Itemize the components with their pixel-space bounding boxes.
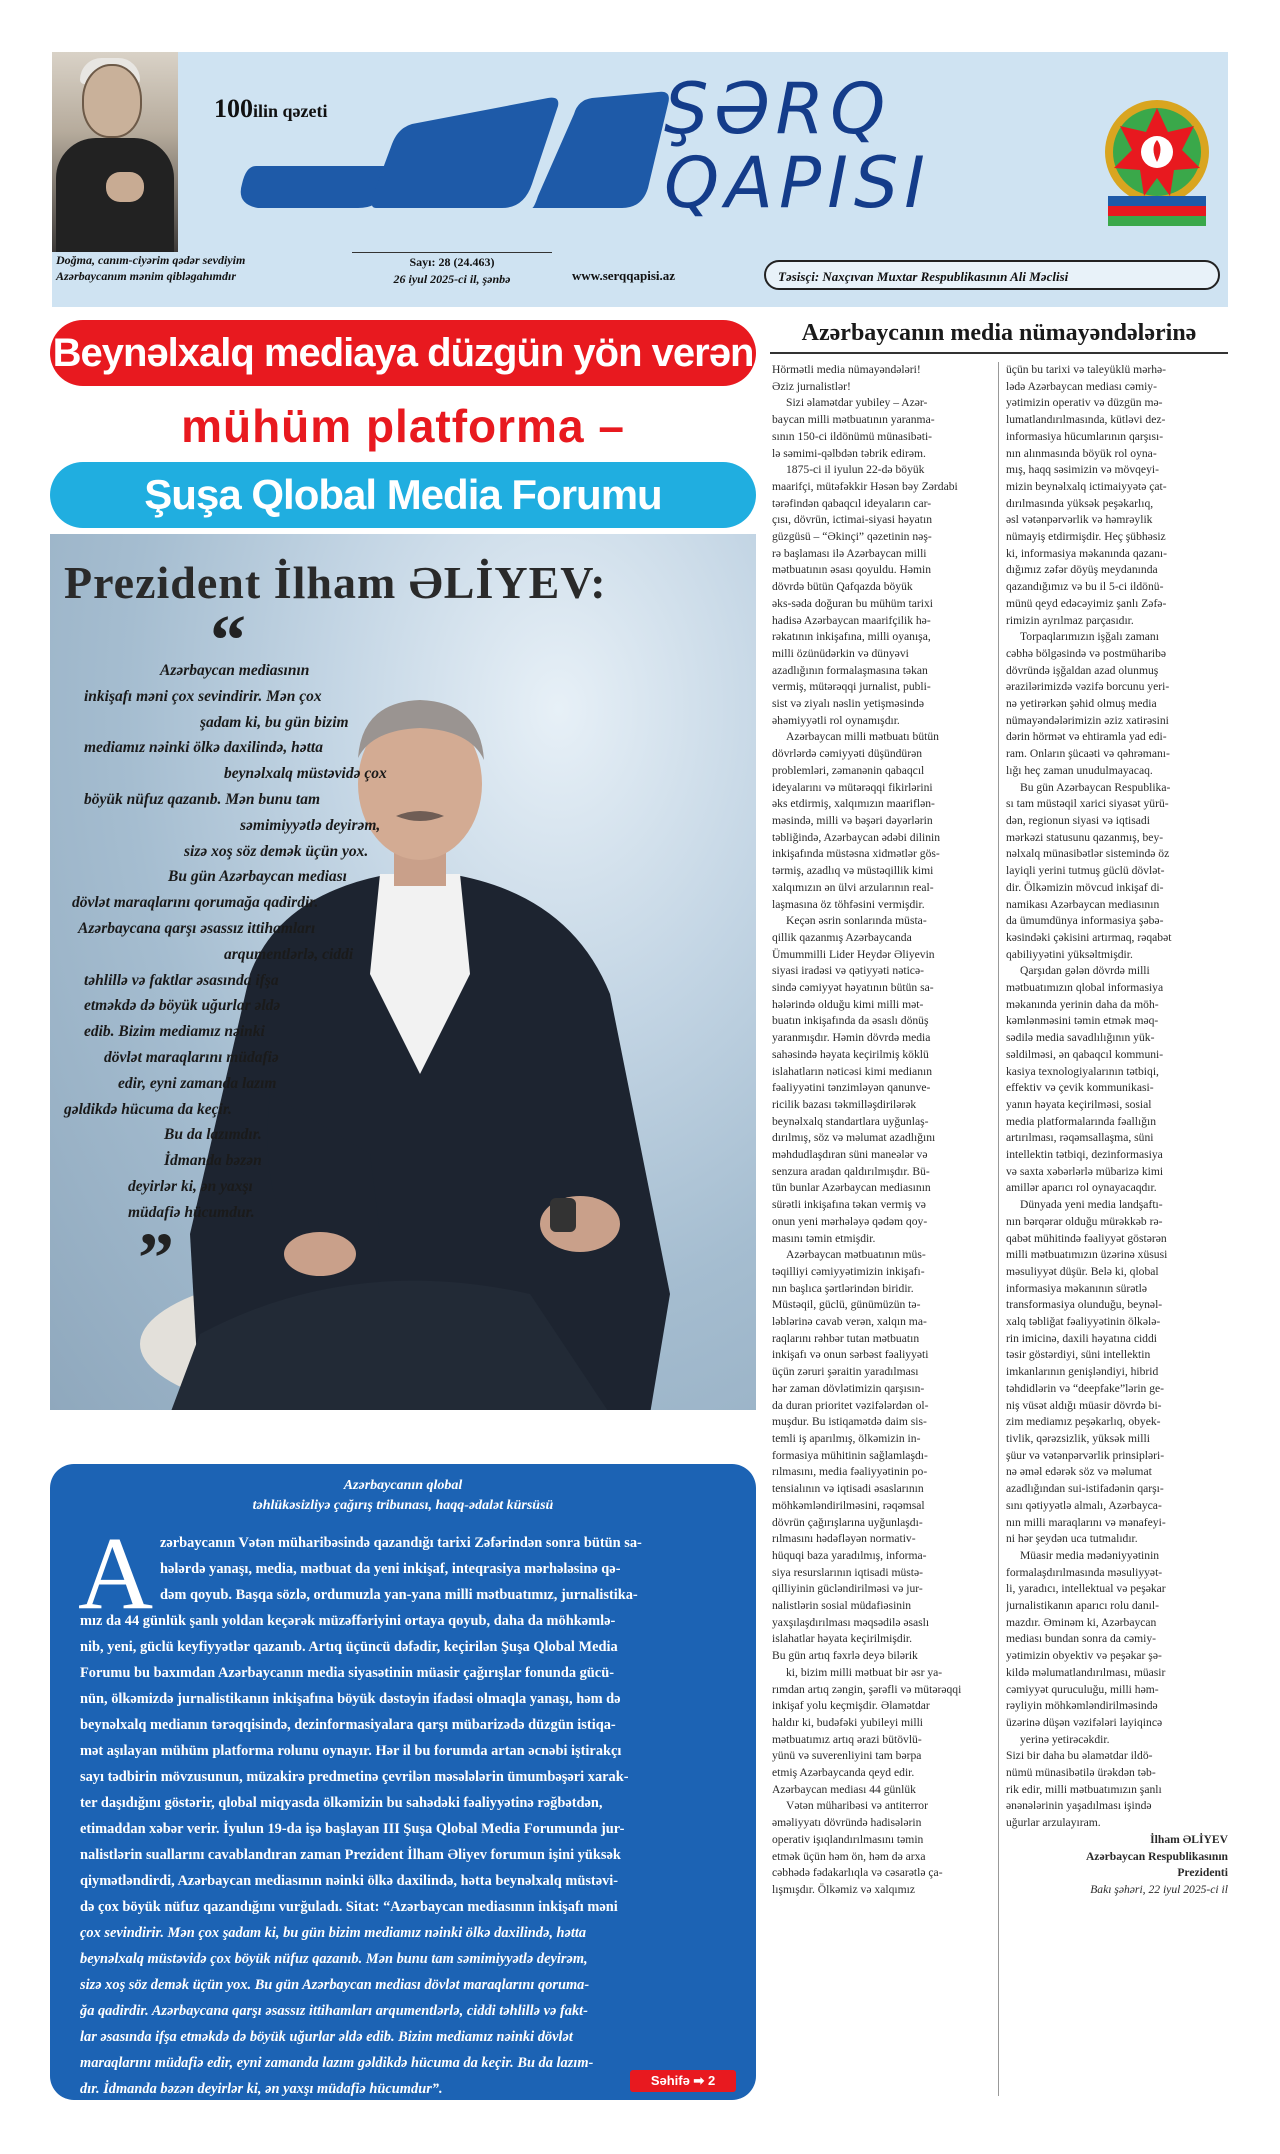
column-line: maarifçi, mütəfəkkir Həsən bəy Zərdabi bbox=[772, 479, 958, 493]
article-line: qiymətləndirdi, Azərbaycan mediasının nəinki ölkə daxilində, hətta beynəlxalq müstəvi- bbox=[80, 1873, 619, 1889]
column-line: haldır ki, budəfəki yubileyi milli bbox=[772, 1715, 924, 1729]
column-line: effektiv və çevik kommunikasi- bbox=[1006, 1081, 1154, 1095]
article-line: beynəlxalq müstəvidə çox böyük nüfuz qazanıb. Mən bunu tam səmimiyyətlə deyirəm, bbox=[80, 1951, 588, 1967]
column-line: onun yeni mərhələyə qədəm qoy- bbox=[772, 1214, 928, 1228]
column-line: sı tam müstəqil xarici siyasət yürü- bbox=[1006, 797, 1169, 811]
column-line: sının 150-ci ildönümü münasibəti- bbox=[772, 429, 933, 443]
column-line: təsir göstərdiyi, süni intellektin bbox=[1006, 1348, 1151, 1362]
column-line: inkişafında müstəsna xidmətlər gös- bbox=[772, 847, 940, 861]
column-line: Azərbaycan mətbuatının müs- bbox=[786, 1248, 926, 1262]
column-line: azadlığının formalaşmasına təkan bbox=[772, 663, 928, 677]
column-line: lumatlandırılmasında, kütləvi dez- bbox=[1006, 413, 1166, 427]
column-line: siyasi iradəsi və qətiyyəti nəticə- bbox=[772, 964, 924, 978]
article-line: zərbaycanın Vətən müharibəsində qazandığı tarixi Zəfərindən sonra bütün sa- bbox=[160, 1535, 642, 1551]
column-line: nə əməl edərək söz və məlumat bbox=[1006, 1465, 1152, 1479]
article-line: dəm qoyub. Başqa sözlə, ordumuzla yan-yana milli mətbuatımız, jurnalistika- bbox=[160, 1587, 638, 1603]
quote-line: müdafiə hücumdur. bbox=[128, 1203, 255, 1221]
photo-title: Prezident İlham ƏLİYEV: bbox=[64, 557, 607, 608]
column-line: cəbhə bölgəsində və postmüharibə bbox=[1006, 646, 1167, 660]
column-line: transformasiya olunduğu, beynəl- bbox=[1006, 1298, 1163, 1312]
column-line: yətimizin operativ və düzgün mə- bbox=[1006, 396, 1163, 410]
continued-page-link[interactable]: Səhifə ➡ 2 bbox=[630, 2070, 736, 2092]
column-line: namikası Azərbaycan mediasının bbox=[1006, 897, 1160, 911]
column-line: Bu gün Azərbaycan Respublika- bbox=[1020, 780, 1171, 794]
column-line: güzgüsü – “Əkinçi” qəzetinin nəş- bbox=[772, 530, 932, 544]
column-line: ləblərinə cavab verən, xalqın ma- bbox=[772, 1315, 927, 1329]
column-line: rimizin ayrılmaz parçasıdır. bbox=[1006, 613, 1134, 627]
column-line: tərmiş, azadlıq və müstəqillik kimi bbox=[772, 864, 934, 878]
column-line: qilliyinin gücləndirilməsi və jur- bbox=[772, 1582, 923, 1596]
column-line: cəmiyyət quruculuğu, milli həm- bbox=[1006, 1682, 1159, 1696]
column-line: nalistlərin sosial müdafiəsinin bbox=[772, 1599, 912, 1613]
lead-article-kicker bbox=[50, 1476, 756, 1516]
column-line: uğurlar arzulayıram. bbox=[1006, 1816, 1101, 1830]
column-line: Azərbaycan mediası 44 günlük bbox=[772, 1782, 916, 1796]
article-line: ğa qadirdir. Azərbaycana qarşı əsassız ittihamları arqumentlərlə, ciddi təhlillə və fakt- bbox=[80, 2003, 588, 2019]
article-line: sizə xoş söz demək üçün yox. Bu gün Azərbaycan mediası dövlət maraqlarını qoruma- bbox=[80, 1977, 590, 1993]
column-line: hadisə Azərbaycan maarifçilik hə- bbox=[772, 613, 931, 627]
column-line: rə başlaması ilə Azərbaycan milli bbox=[772, 546, 927, 560]
article-line: nalistlərin suallarını cavablandıran zaman Prezident İlham Əliyev forumun işini yüksək bbox=[80, 1847, 621, 1863]
column-line: ideyalarını və mütərəqqi fikirlərini bbox=[772, 780, 933, 794]
article-line: dır. İdmanda bəzən deyirlər ki, ən yaxşı müdafiə hücumdur”. bbox=[80, 2081, 443, 2097]
quote-close-icon: ” bbox=[138, 1218, 174, 1298]
column-line: kildə məlumatlandırılması, müasir bbox=[1006, 1665, 1166, 1679]
column-line: operativ işıqlandırılmasını təmin bbox=[772, 1832, 924, 1846]
column-line: amillər aparıcı rol oynayacaqdır. bbox=[1006, 1181, 1157, 1195]
column-line: mətbuatımız artıq ərazi bütövlü- bbox=[772, 1732, 922, 1746]
issue-number bbox=[352, 250, 552, 270]
column-line: dövrlərdə cəmiyyəti düşündürən bbox=[772, 747, 923, 761]
column-line: artırılması, rəqəmsallaşma, süni bbox=[1006, 1131, 1154, 1145]
column-line: tensialının və iqtisadi əsaslarının bbox=[772, 1482, 924, 1496]
column-line: Müasir media mədəniyyətinin bbox=[1020, 1548, 1160, 1562]
column-line: rin imicinə, daxili həyatına ciddi bbox=[1006, 1331, 1157, 1345]
column-line: yaxşılaşdırılması məqsədilə əsaslı bbox=[772, 1615, 930, 1629]
headline-line-3: Şuşa Qlobal Media Forumu bbox=[50, 462, 756, 528]
issue-date: 26 iyul 2025-ci il, şənbə bbox=[393, 272, 511, 286]
column-line: əks etdirmiş, xalqımızın maariflən- bbox=[772, 797, 935, 811]
column-line: ni hər şeydən uca tutmalıdır. bbox=[1006, 1532, 1138, 1546]
quote-line: inkişafı məni çox sevindirir. Mən çox bbox=[84, 687, 322, 705]
column-line: imkanlarının genişləndiyi, hibrid bbox=[1006, 1365, 1159, 1379]
column-line: islahatlar həyata keçirilmişdir. bbox=[772, 1632, 913, 1646]
column-line: Hörmətli media nümayəndələri! bbox=[772, 363, 921, 376]
column-line: nümayəndələrimizin əziz xatirəsini bbox=[1006, 713, 1169, 727]
website-link[interactable]: www.serqqapisi.az bbox=[572, 268, 676, 283]
column-line: fəaliyyətini tənzimləyən qanunve- bbox=[772, 1081, 931, 1095]
quote-line: Azərbaycana qarşı əsassız ittihamları bbox=[78, 919, 316, 937]
column-line: Ümummilli Lider Heydər Əliyevin bbox=[772, 947, 935, 961]
column-line: yətimizin obyektiv və peşəkar şə- bbox=[1006, 1649, 1162, 1663]
column-line: da ümumdünya informasiya şəbə- bbox=[1006, 914, 1164, 928]
quote-line: edib. Bizim mediamız nəinki bbox=[84, 1023, 265, 1041]
century-badge bbox=[214, 94, 328, 124]
column-line: formasiya mühitinin sağlamlaşdı- bbox=[772, 1448, 928, 1462]
masthead-motto bbox=[56, 252, 276, 284]
quote-line: səmimiyyətlə deyirəm, bbox=[240, 816, 381, 834]
column-line: yaranmışdır. Həmin dövrdə media bbox=[772, 1031, 931, 1045]
column-line: milli mətbuatımızın üzərinə xüsusi bbox=[1006, 1248, 1168, 1262]
column-line: intellektin tətbiqi, dezinformasiya bbox=[1006, 1148, 1163, 1162]
column-line: mış, haqq səsimizin və mövqeyi- bbox=[1006, 463, 1159, 477]
column-line: formalaşdırılmasında məsuliyyət- bbox=[1006, 1565, 1163, 1579]
column-line: cəbhədə fədakarlıqla və cəsarətlə ça- bbox=[772, 1866, 943, 1880]
column-line: Azərbaycan milli mətbuatı bütün bbox=[786, 730, 939, 744]
column-line: nın milli maraqlarını və mənafeyi- bbox=[1006, 1515, 1166, 1529]
column-line: sədilə media savadlılığının yük- bbox=[1006, 1031, 1155, 1045]
column-line: etmək üçün həm ön, həm də arxa bbox=[772, 1849, 926, 1863]
column-line: ki, informasiya məkanında qazanı- bbox=[1006, 546, 1167, 560]
column-line: 1875-ci il iyulun 22-də böyük bbox=[786, 463, 925, 477]
column-line: ram. Onların şücaəti və qəhrəmanı- bbox=[1006, 747, 1170, 761]
column-line: nəlxalq münasibətlər sistemində öz bbox=[1006, 847, 1170, 861]
column-line: ərazilərimizdə vəzifə borcunu yeri- bbox=[1006, 680, 1170, 694]
column-line: Bu gün artıq fəxrlə deyə bilərik bbox=[772, 1649, 918, 1663]
column-line: Keçən əsrin sonlarında müsta- bbox=[786, 914, 927, 928]
column-line: rəyliyin möhkəmləndirilməsində bbox=[1006, 1699, 1158, 1713]
column-line: vermiş, mütərəqqi jurnalist, publi- bbox=[772, 680, 931, 694]
column-line: dövrdə bütün Qafqazda böyük bbox=[772, 580, 913, 594]
column-line: qazandığımız və bu il 5-ci ildönü- bbox=[1006, 580, 1164, 594]
signature-name: İlham ƏLİYEV bbox=[1150, 1832, 1228, 1846]
column-line: niş vüsət aldığı müasir dövrdə bi- bbox=[1006, 1398, 1162, 1412]
column-line: Əziz jurnalistlər! bbox=[772, 379, 851, 393]
signature-title: Prezidenti bbox=[1177, 1866, 1228, 1880]
quote-line: dövlət maraqlarını qorumağa qadirdir. bbox=[72, 894, 319, 912]
column-line: nın bərqərar olduğu mürəkkəb rə- bbox=[1006, 1214, 1163, 1228]
quote-line: Bu da lazımdır. bbox=[164, 1126, 262, 1144]
quote-line: Bu gün Azərbaycan mediası bbox=[168, 868, 347, 886]
signature-title: Azərbaycan Respublikasının bbox=[1085, 1849, 1228, 1863]
article-line: hələrdə yanaşı, media, mətbuat da yeni inkişaf, inteqrasiya mərhələsinə qə- bbox=[160, 1561, 621, 1577]
column-line: senzura aradan qaldırılmışdır. Bü- bbox=[772, 1164, 930, 1178]
quote-line: dövlət maraqlarını müdafiə bbox=[104, 1048, 279, 1066]
column-line: nümü münasibətilə ürəkdən təb- bbox=[1006, 1766, 1156, 1780]
column-line: məsuliyyət düşür. Belə ki, qlobal bbox=[1006, 1264, 1159, 1278]
column-line: inkişafı və onun sərbəst fəaliyyəti bbox=[772, 1348, 929, 1362]
column-line: beynəlxalq standartlara uyğunlaş- bbox=[772, 1114, 929, 1128]
column-line: hələrində olduğu kimi milli mət- bbox=[772, 997, 924, 1011]
column-line: əhəmiyyətli rol oynamışdır. bbox=[772, 713, 900, 727]
title-divider bbox=[770, 352, 1228, 354]
column-line: lışmışdır. Ölkəmiz və xalqımız bbox=[772, 1882, 915, 1896]
issue-number-text: Sayı: 28 (24.463) bbox=[409, 255, 495, 269]
column-line: buatın inkişafında da əsaslı dönüş bbox=[772, 1014, 929, 1028]
quote-line: deyirlər ki, ən yaxşı bbox=[128, 1177, 253, 1195]
column-line: səldilməsi, ən qabaqcıl kommuni- bbox=[1006, 1047, 1164, 1061]
column-line: da duran prioritet vəzifələrdən ol- bbox=[772, 1398, 929, 1412]
column-line: layiqli yerini tutmuş güclü dövlət- bbox=[1006, 864, 1165, 878]
article-line: etimaddan xəbər verir. İyulun 19-da işə başlayan III Şuşa Qlobal Media Forumunda jur- bbox=[80, 1821, 625, 1837]
column-line: sində cəmiyyət həyatının bütün sa- bbox=[772, 981, 934, 995]
drop-cap: A bbox=[78, 1516, 154, 1631]
article-line: ter daşıdığını göstərir, qlobal miqyasda ölkəmizin bu sahədəki fəaliyyətinə rəğbətdən, bbox=[80, 1795, 603, 1811]
column-line: rılmasını hədəfləyən normativ- bbox=[772, 1532, 916, 1546]
quote-line: edir, eyni zamanda lazım bbox=[118, 1074, 277, 1092]
quote-line: mediamız nəinki ölkə daxilində, hətta bbox=[84, 739, 323, 757]
article-line: mət aşılayan mühüm platforma rolunu oynayır. Hər il bu forumda artan əcnəbi iştirakçı bbox=[80, 1743, 622, 1759]
column-line: təbliğində, Azərbaycan ədəbi dilinin bbox=[772, 830, 941, 844]
right-article-title: Azərbaycanın media nümayəndələrinə bbox=[801, 320, 1197, 346]
column-line: rik edir, milli mətbuatımızın şanlı bbox=[1006, 1782, 1162, 1796]
column-line: etmiş Azərbaycanda qeyd edir. bbox=[772, 1766, 915, 1780]
founder-label: Təsisçi: Naxçıvan Muxtar Respublikasının Ali Məclisi bbox=[764, 260, 1220, 290]
column-line: dərin hörmət və ehtiramla yad edi- bbox=[1006, 730, 1167, 744]
column-line: lə səmimi-qəlbdən təbrik edirəm. bbox=[772, 446, 926, 460]
column-line: sürətli inkişafına təkan vermiş və bbox=[772, 1198, 926, 1212]
column-line: azadlığından sui-istifadənin qarşı- bbox=[1006, 1482, 1164, 1496]
article-line: çox sevindirir. Mən çox şadam ki, bu gün bizim mediamız nəinki ölkə daxilində, hətta bbox=[80, 1925, 587, 1941]
column-line: mərkəzi statusunu qazanmış, bey- bbox=[1006, 830, 1164, 844]
column-line: problemləri, zəmanənin qabaqcıl bbox=[772, 763, 925, 777]
column-line: lığı heç zaman unudulmayacaq. bbox=[1006, 763, 1153, 777]
column-line: yerinə yetirəcəkdir. bbox=[1020, 1732, 1110, 1746]
lead-article-text bbox=[80, 1530, 736, 2102]
column-line: Sizi əlamətdar yubiley – Azər- bbox=[786, 396, 928, 410]
headline-line-2: mühüm platforma – bbox=[181, 400, 625, 452]
quote-line: arqumentlərlə, ciddi bbox=[224, 945, 354, 963]
column-line: rımdan artıq zəngin, şərəfli və mütərəqqi bbox=[772, 1682, 962, 1696]
column-line: və saxta xəbərlərlə mübarizə kimi bbox=[1006, 1164, 1164, 1178]
quote-line: İdmanda bəzən bbox=[164, 1152, 262, 1170]
column-line: li, yaradıcı, intellektual və peşəkar bbox=[1006, 1582, 1166, 1596]
column-line: temli iş aparılmış, ölkəmizin in- bbox=[772, 1432, 921, 1445]
column-line: üzərinə düşən vəzifələri layiqincə bbox=[1006, 1715, 1163, 1729]
column-line: zim mediamız peşəkarlıq, obyek- bbox=[1006, 1415, 1161, 1429]
article-line: nün, ölkəmizdə jurnalistikanın inkişafına böyük dəstəyin ifadəsi olmaqla yanaşı, həm də bbox=[80, 1691, 621, 1707]
column-line: əks-səda doğuran bu mühüm tarixi bbox=[772, 596, 933, 610]
column-line: nə yetirərkən şəhid olmuş media bbox=[1006, 697, 1157, 711]
column-line: xalq təbliğat fəaliyyətinin ölkələ- bbox=[1006, 1315, 1161, 1329]
column-line: Vətən müharibəsi və antiterror bbox=[786, 1799, 928, 1813]
column-line: üçün zəruri şəraitin yaradılması bbox=[772, 1365, 919, 1379]
column-line: muşdur. Bu istiqamətdə daim sis- bbox=[772, 1415, 927, 1429]
column-line: çısı, dövrün, ictimai-siyasi həyatın bbox=[772, 513, 933, 527]
article-line: lar əsasında ifşa etməkdə də böyük uğurlar əldə edib. Bizim mediamız nəinki dövlət bbox=[80, 2029, 573, 2045]
column-line: qillik qazanmış Azərbaycanda bbox=[772, 930, 912, 944]
column-line: siya resurslarının iqtisadi müstə- bbox=[772, 1565, 924, 1579]
column-line: informasiya hücumlarının qarşısı- bbox=[1006, 429, 1164, 443]
column-line: Müstəqil, güclü, günümüzün tə- bbox=[772, 1298, 921, 1312]
column-line: rılmasını, media fəaliyyətinin po- bbox=[772, 1465, 928, 1479]
right-article-column-2 bbox=[1006, 362, 1228, 1899]
column-line: mizin beynəlxalq ictimaiyyətə çat- bbox=[1006, 479, 1167, 493]
column-line: nümayiş etdirmişdir. Heç şübhəsiz bbox=[1006, 530, 1166, 544]
quote-line: beynəlxalq müstəvidə çox bbox=[224, 765, 387, 783]
masthead bbox=[52, 52, 1228, 307]
column-line: islahatların nəticəsi kimi medianın bbox=[772, 1064, 933, 1078]
column-line: mətbuatının əsası qoyuldu. Həmin bbox=[772, 563, 932, 577]
century-number: 100 bbox=[214, 94, 253, 123]
quote-line: təhlillə və faktlar əsasında ifşa bbox=[84, 971, 279, 989]
state-emblem-icon bbox=[1098, 66, 1216, 238]
column-line: baycan milli mətbuatının yaranma- bbox=[772, 413, 935, 427]
right-article-column-1 bbox=[772, 362, 990, 1899]
column-line: möhkəmləndirilməsini, rəqəmsal bbox=[772, 1498, 925, 1512]
paper-name bbox=[664, 68, 1104, 224]
column-line: sını qətiyyətlə almalı, Azərbayca- bbox=[1006, 1498, 1162, 1512]
column-line: Dünyada yeni media landşaftı- bbox=[1020, 1198, 1163, 1212]
column-line: təhdidlərin və “deepfake”lərin ge- bbox=[1006, 1381, 1165, 1395]
quote-open-icon: “ bbox=[210, 600, 246, 680]
column-line: informasiya məkanının sürətlə bbox=[1006, 1281, 1148, 1295]
column-line: Sizi bir daha bu əlamətdar ildö- bbox=[1006, 1749, 1153, 1763]
column-line: mediası bundan sonra da cəmiy- bbox=[1006, 1632, 1157, 1646]
column-line: şüur və vətənpərvərlik prinsipləri- bbox=[1006, 1448, 1165, 1462]
column-line: əməliyyatı dövründə hadisələrin bbox=[772, 1816, 922, 1830]
quote-line: şadam ki, bu gün bizim bbox=[200, 713, 349, 731]
column-line: Torpaqlarımızın işğalı zamanı bbox=[1020, 630, 1159, 644]
quote-line: sizə xoş söz demək üçün yox. bbox=[184, 842, 369, 860]
headline-line-1: Beynəlxalq mediaya düzgün yön verən bbox=[50, 320, 756, 386]
column-line: ricilik bazası təkmilləşdirilərək bbox=[772, 1097, 917, 1111]
column-line: tərəfindən qabaqcıl ideyaların car- bbox=[772, 496, 932, 510]
president-photo bbox=[50, 534, 756, 1410]
column-line: lədə Azərbaycan mediası cəmiy- bbox=[1006, 379, 1157, 393]
article-line: mız da 44 günlük şanlı yoldan keçərək müzəffəriyini ortaya qoyub, daha da möhkəmlə- bbox=[80, 1613, 616, 1629]
column-line: sist və ziyalı nəslin yetişməsində bbox=[772, 697, 924, 711]
kicker-line: təhlükəsizliyə çağırış tribunası, haqq-ədalət kürsüsü bbox=[252, 1498, 554, 1513]
quote-line: etməkdə də böyük uğurlar əldə bbox=[84, 997, 281, 1015]
column-line: rəkatının inkişafına, milli oyanışa, bbox=[772, 630, 931, 644]
column-line: mətbuatımızın qlobal informasiya bbox=[1006, 981, 1164, 995]
quote-line: gəldikdə hücuma da keçir. bbox=[64, 1100, 232, 1118]
column-line: dırılmasında yüksək peşəkarlıq, bbox=[1006, 496, 1154, 510]
column-line: qabət mühitində fəaliyyət göstərən bbox=[1006, 1231, 1167, 1245]
column-divider bbox=[998, 362, 999, 2096]
column-line: laşmasına öz töhfəsini vermişdir. bbox=[772, 897, 925, 911]
column-line: qabiliyyətini yüksəltmişdir. bbox=[1006, 947, 1133, 961]
column-line: dövrün çağırışlarına uyğunlaşdı- bbox=[772, 1515, 923, 1529]
quote-line: böyük nüfuz qazanıb. Mən bunu tam bbox=[84, 790, 321, 808]
motto-line: Doğma, canım-ciyərim qədər sevdiyim bbox=[56, 253, 246, 267]
column-line: dırılmış, söz və məlumat azadlığını bbox=[772, 1131, 936, 1145]
paper-name-line2: QAPISI bbox=[664, 142, 931, 224]
founder-portrait bbox=[52, 52, 178, 252]
column-line: üçün bu tarixi və taleyüklü mərhə- bbox=[1006, 363, 1167, 376]
column-line: raqlarını rəhbər tutan mətbuatın bbox=[772, 1331, 920, 1345]
motto-line: Azərbaycanım mənim qibləgahımdır bbox=[56, 269, 237, 283]
column-line: inkişaf yolu keçmişdir. Əlamətdar bbox=[772, 1699, 930, 1713]
president-quote bbox=[64, 658, 434, 1226]
column-line: məkanında yerinin daha da möh- bbox=[1006, 997, 1159, 1011]
column-line: tün bunlar Azərbaycan mediasının bbox=[772, 1181, 931, 1195]
article-line: sayı tədbirin mövzusunun, müzakirə predmetinə çevrilən məsələlərin ümumbəşəri xarak- bbox=[80, 1769, 629, 1785]
quote-line: Azərbaycan mediasının bbox=[160, 662, 310, 679]
column-line: əsl vətənpərvərlik və həmrəylik bbox=[1006, 513, 1153, 527]
column-line: jurnalistikanın aparıcı rolu danıl- bbox=[1006, 1599, 1159, 1613]
column-line: ənənələrinin yaşadılması işində bbox=[1006, 1799, 1152, 1813]
column-line: mazdır. Əminəm ki, Azərbaycan bbox=[1006, 1615, 1157, 1629]
column-line: təqilliyi cəmiyyətimizin inkişafı- bbox=[772, 1264, 925, 1278]
column-line: kəmlənməsini təmin etmək məq- bbox=[1006, 1014, 1159, 1028]
column-line: dən, regionun siyasi və iqtisadi bbox=[1006, 813, 1150, 827]
column-line: hüquqi baza yaradılmış, informa- bbox=[772, 1548, 927, 1562]
column-line: sahəsində həyata keçirilmiş köklü bbox=[772, 1047, 929, 1061]
column-line: dövründə işğaldan azad olunmuş bbox=[1006, 663, 1159, 677]
column-line: münü qeyd edəcəyimiz şanlı Zəfə- bbox=[1006, 596, 1167, 610]
column-line: məsində, milli və bəşəri dəyərlərin bbox=[772, 813, 933, 827]
column-line: xalqımızın ən ülvi arzularının real- bbox=[772, 880, 934, 894]
column-line: Qarşıdan gələn dövrdə milli bbox=[1020, 964, 1150, 978]
signature-place: Bakı şəhəri, 22 iyul 2025-ci il bbox=[1090, 1882, 1228, 1896]
column-line: nın alınmasında böyük rol oyna- bbox=[1006, 446, 1157, 460]
column-line: yünü və suverenliyini tam bərpa bbox=[772, 1749, 922, 1763]
article-line: Forumu bu baxımdan Azərbaycanın media siyasətinin müasir çağırışlar fonunda gücü- bbox=[80, 1665, 614, 1681]
column-line: dir. Ölkəmizin mövcud inkişaf di- bbox=[1006, 880, 1164, 894]
column-line: masını təmin etmişdir. bbox=[772, 1231, 876, 1245]
column-line: məhdudlaşdıran süni maneələr və bbox=[772, 1148, 928, 1162]
column-line: kəsindəki çəkisini artırmaq, rəqabət bbox=[1006, 930, 1172, 944]
paper-name-line1: ŞƏRQ bbox=[664, 68, 892, 150]
article-line: beynəlxalq medianın tərəqqisində, dezinformasiyalara qarşı mübarizədə düzgün istiqa- bbox=[80, 1717, 616, 1733]
column-line: media platformalarında fəallığın bbox=[1006, 1114, 1157, 1128]
column-line: hər zaman dövlətimizin qarşısın- bbox=[772, 1381, 925, 1395]
column-line: kasiya texnologiyalarının tətbiqi, bbox=[1006, 1064, 1159, 1078]
column-line: milli özünüdərkin və dünyəvi bbox=[772, 646, 909, 660]
article-line: də çox böyük nüfuz qazandığını vurğuladı. Sitat: “Azərbaycan mediasının inkişafı məni bbox=[80, 1899, 618, 1915]
column-line: yanın həyata keçirilməsi, sosial bbox=[1006, 1097, 1152, 1111]
article-line: nib, yeni, güclü keyfiyyətlər qazanıb. Artıq üçüncü dəfədir, keçirilən Şuşa Qlobal Media bbox=[80, 1639, 618, 1655]
column-line: nın başlıca şərtlərindən biridir. bbox=[772, 1281, 914, 1295]
article-line: maraqlarını müdafiə edir, eyni zamanda lazım gəldikdə hücuma da keçir. Bu da lazım- bbox=[80, 2055, 594, 2071]
kicker-line: Azərbaycanın qlobal bbox=[343, 1478, 463, 1493]
column-line: ki, bizim milli mətbuat bir əsr ya- bbox=[786, 1665, 943, 1679]
century-text: ilin qəzeti bbox=[253, 101, 328, 121]
column-line: tivlik, qərəzsizlik, yüksək milli bbox=[1006, 1432, 1150, 1445]
column-line: dığımız zəfər döyüş meydanında bbox=[1006, 563, 1158, 577]
